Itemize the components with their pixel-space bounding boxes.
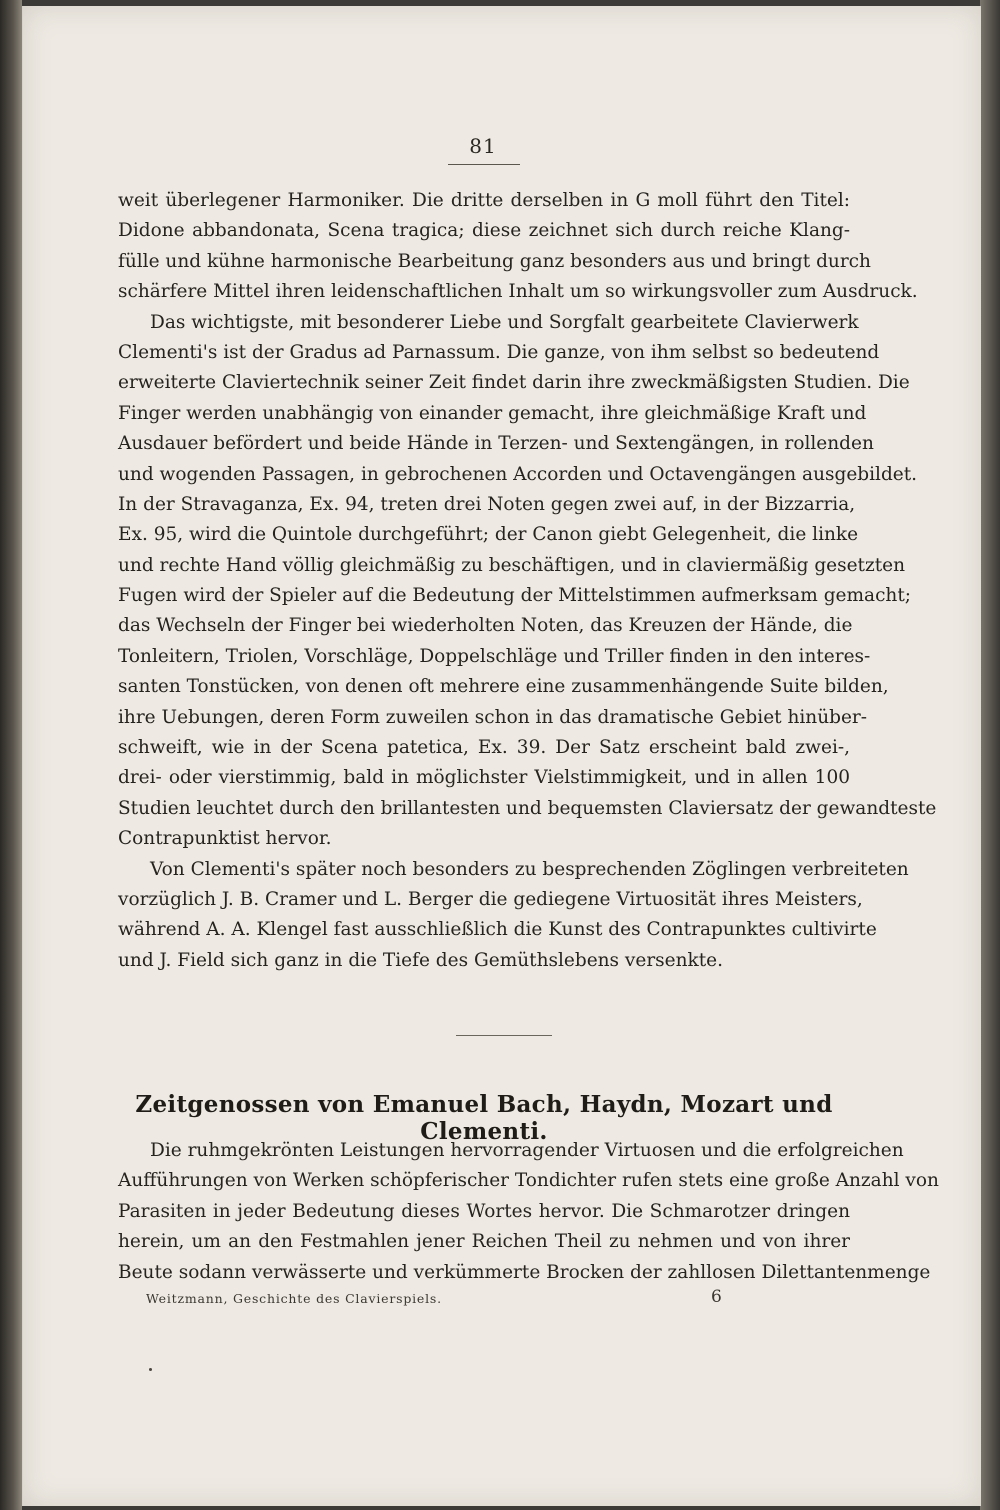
text-line: vorzüglich J. B. Cramer und L. Berger die gediegene Virtuosität ihres Meisters, (118, 888, 863, 910)
text-line: weit überlegener Harmoniker. Die dritte derselben in G moll führt den Titel: (118, 190, 850, 211)
text-line: das Wechseln der Finger bei wiederholten Noten, das Kreuzen der Hände, die (118, 615, 853, 637)
text-line: Parasiten in jeder Bedeutung dieses Wortes hervor. Die Schmarotzer dringen (118, 1200, 850, 1222)
text-line: drei- oder vierstimmig, bald in möglichster Vielstimmigkeit, und in allen 100 (118, 767, 850, 789)
text-line: Ausdauer befördert und beide Hände in Terzen- und Sextengängen, in rollenden (118, 433, 874, 455)
text-line: Das wichtigste, mit besonderer Liebe und Sorgfalt gearbeitete Clavierwerk (150, 311, 859, 333)
footer-sheet-number: 6 (711, 1287, 722, 1307)
text-line: Aufführungen von Werken schöpferischer Tondichter rufen stets eine große Anzahl von (118, 1170, 939, 1192)
book-page (22, 6, 981, 1506)
text-line: und rechte Hand völlig gleichmäßig zu beschäftigen, und in claviermäßig gesetzten (118, 554, 906, 576)
page-number-rule (448, 164, 520, 165)
section-heading: Zeitgenossen von Emanuel Bach, Haydn, Mozart und Clementi. (135, 1091, 833, 1145)
section-text-block (118, 1136, 939, 1288)
text-line: Studien leuchtet durch den brillantesten und bequemsten Claviersatz der gewandteste (118, 797, 937, 819)
text-line: Die ruhmgekrönten Leistungen hervorragender Virtuosen und die erfolgreichen (150, 1140, 904, 1161)
text-line: und J. Field sich ganz in die Tiefe des Gemüthslebens versenkte. (118, 949, 724, 971)
text-line: Didone abbandonata, Scena tragica; diese zeichnet sich durch reiche Klang- (118, 220, 850, 242)
text-line: Beute sodann verwässerte und verkümmerte Brocken der zahllosen Dilettantenmenge (118, 1261, 931, 1283)
main-text-block (118, 186, 937, 976)
text-line: herein, um an den Festmahlen jener Reichen Theil zu nehmen und von ihrer (118, 1231, 850, 1253)
text-line: Contrapunktist hervor. (118, 828, 332, 850)
page-number: 81 (469, 134, 497, 158)
text-line: Tonleitern, Triolen, Vorschläge, Doppelschläge und Triller finden in den interes- (118, 645, 871, 667)
text-line: und wogenden Passagen, in gebrochenen Accorden und Octavengängen ausgebildet. (118, 463, 918, 485)
text-line: während A. A. Klengel fast ausschließlich die Kunst des Contrapunktes cultivirte (118, 919, 877, 941)
text-line: schärfere Mittel ihren leidenschaftlichen Inhalt um so wirkungsvoller zum Ausdruck. (118, 281, 918, 303)
text-line: In der Stravaganza, Ex. 94, treten drei Noten gegen zwei auf, in der Bizzarria, (118, 493, 856, 515)
text-line: ihre Uebungen, deren Form zuweilen schon in das dramatische Gebiet hinüber- (118, 706, 868, 728)
section-divider (456, 1035, 552, 1036)
text-line: Von Clementi's später noch besonders zu besprechenden Zöglingen verbreiteten (150, 858, 909, 880)
text-line: fülle und kühne harmonische Bearbeitung ganz besonders aus und bringt durch (118, 250, 871, 272)
footer-signature: Weitzmann, Geschichte des Clavierspiels. (146, 1291, 442, 1306)
text-line: Fugen wird der Spieler auf die Bedeutung der Mittelstimmen aufmerksam gemacht; (118, 585, 912, 607)
text-line: Ex. 95, wird die Quintole durchgeführt; der Canon giebt Gelegenheit, die linke (118, 524, 859, 546)
text-line: santen Tonstücken, von denen oft mehrere eine zusammenhängende Suite bilden, (118, 676, 889, 698)
scan-right-edge (980, 0, 1000, 1510)
book-spine-edge (0, 0, 22, 1510)
text-line: Clementi's ist der Gradus ad Parnassum. Die ganze, von ihm selbst so bedeutend (118, 341, 880, 363)
ink-speck (149, 1368, 152, 1371)
text-line: erweiterte Claviertechnik seiner Zeit findet darin ihre zweckmäßigsten Studien. Die (118, 372, 910, 394)
text-line: Finger werden unabhängig von einander gemacht, ihre gleichmäßige Kraft und (118, 402, 867, 424)
text-line: schweift, wie in der Scena patetica, Ex. 39. Der Satz erscheint bald zwei-, (118, 737, 850, 759)
